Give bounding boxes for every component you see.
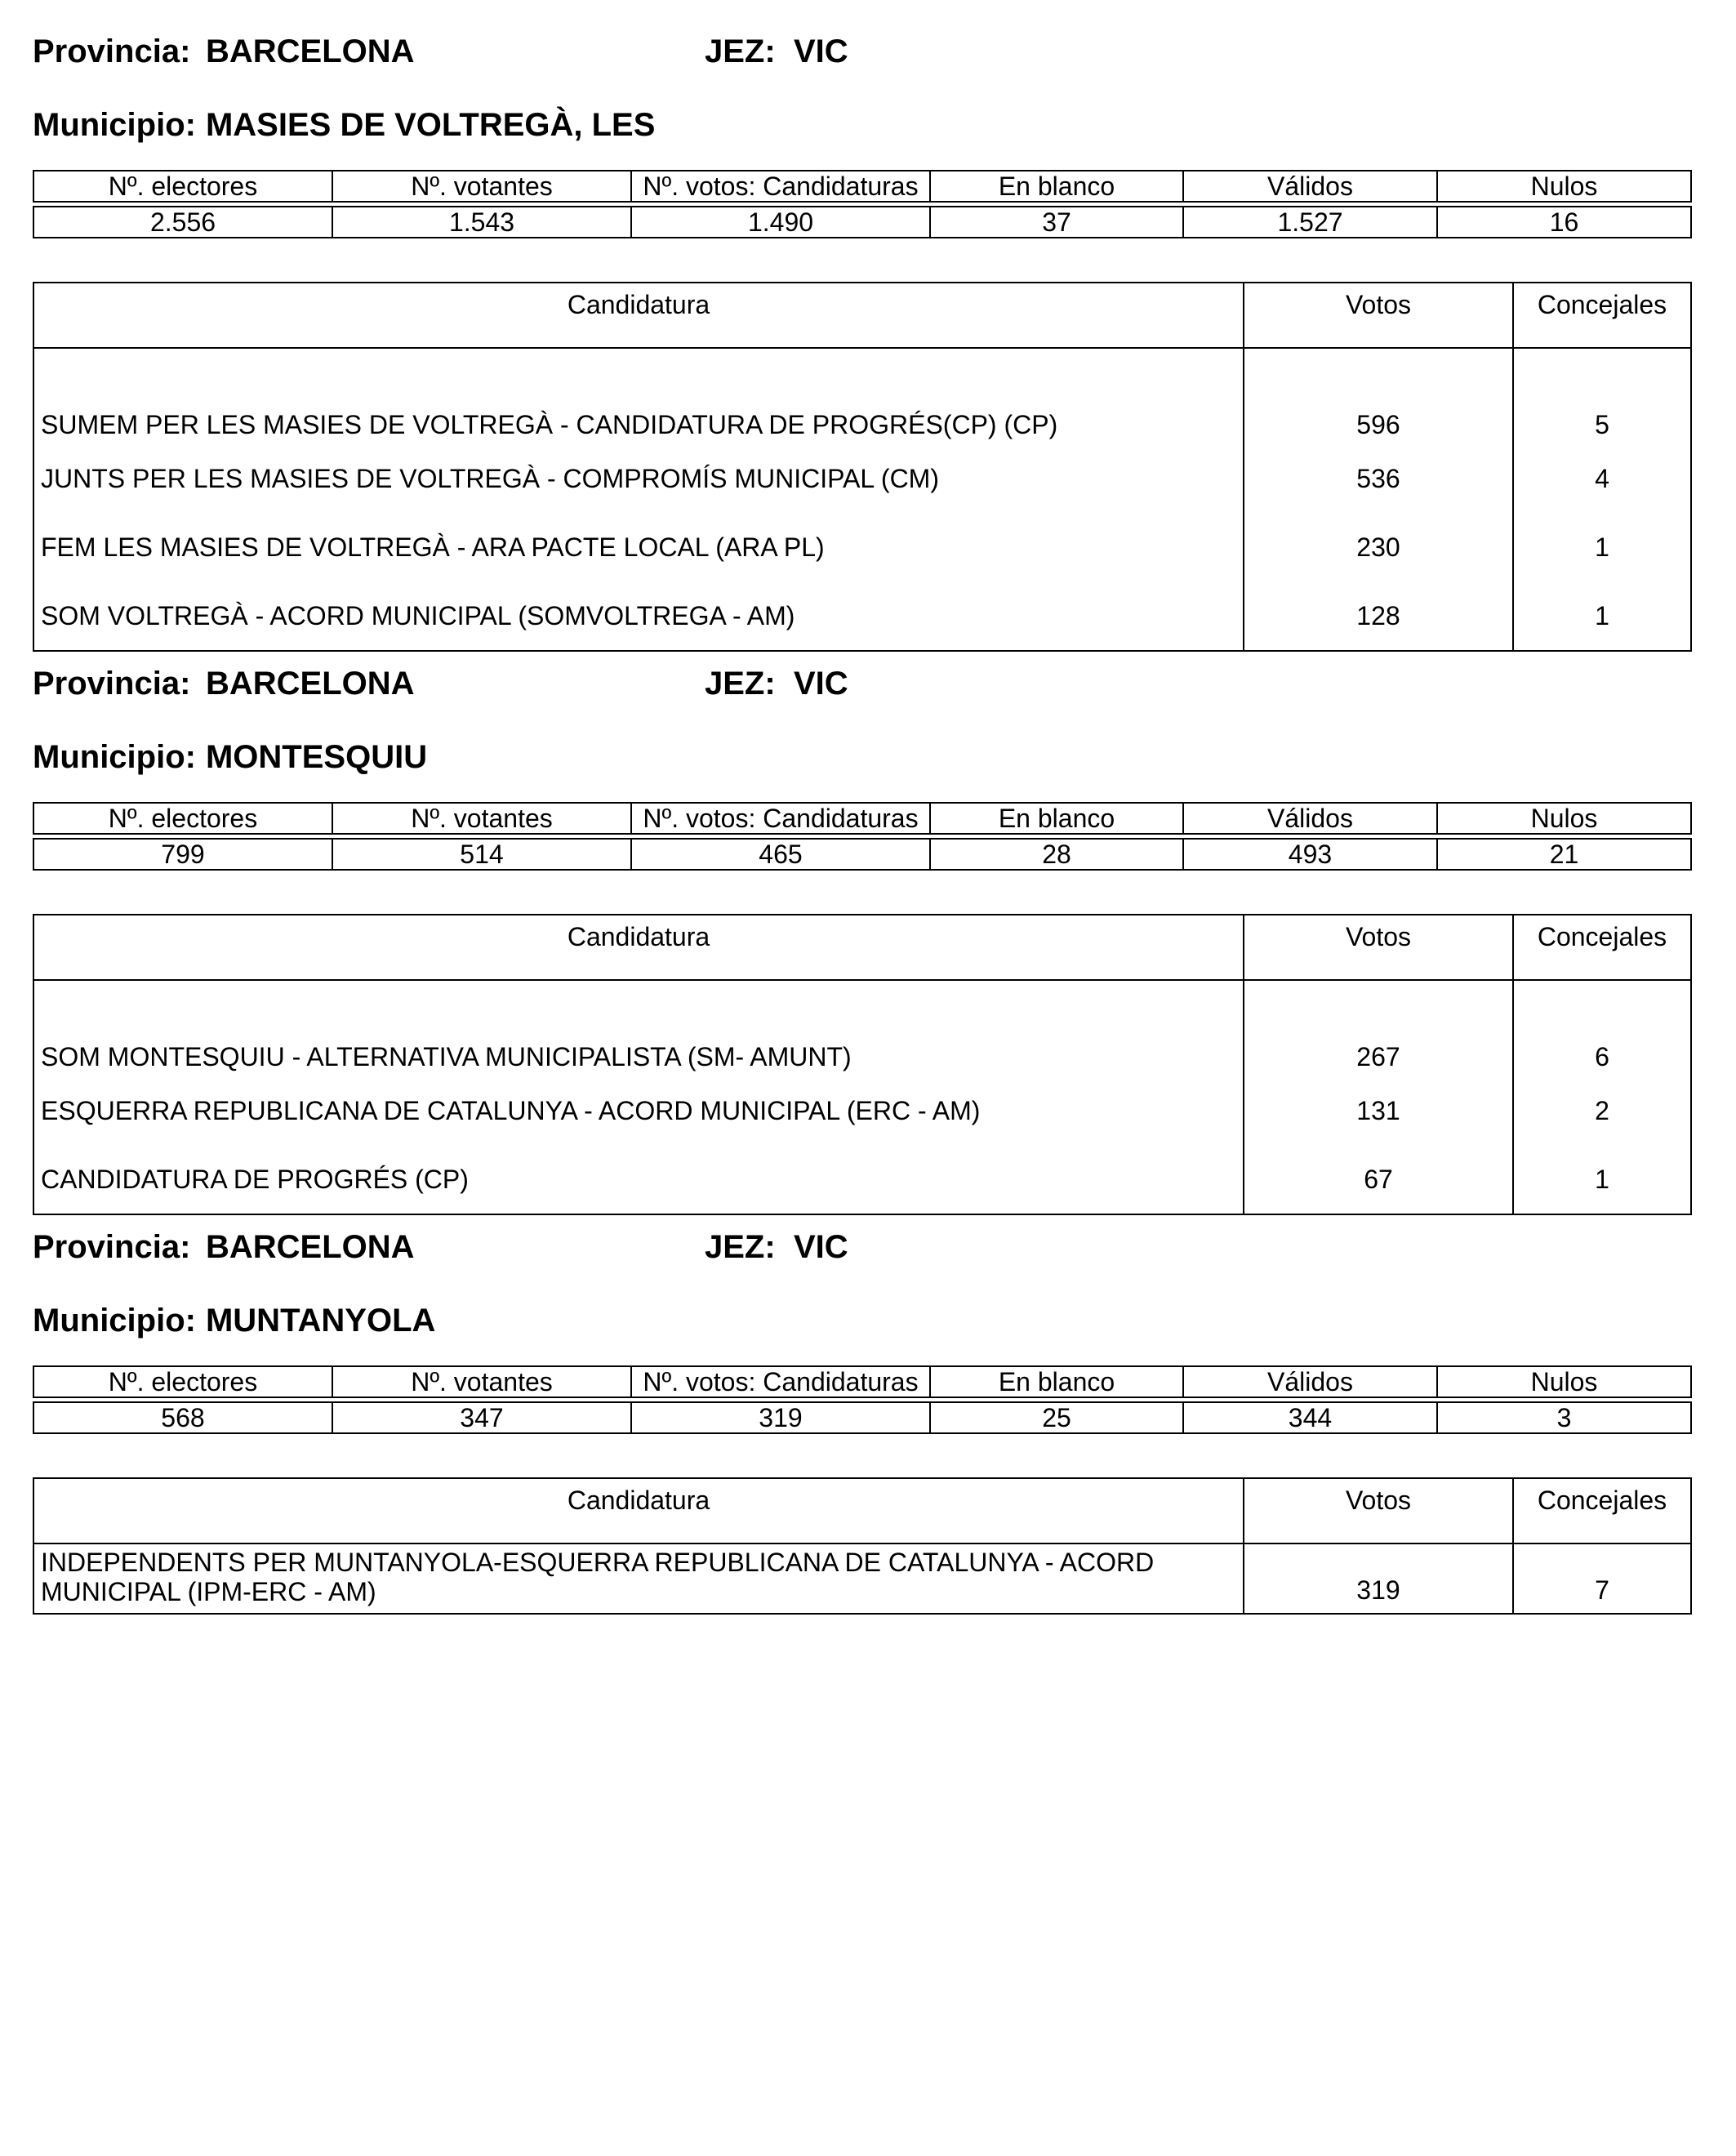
candidate-name: SOM VOLTREGÀ - ACORD MUNICIPAL (SOMVOLTREGA - AM)	[33, 581, 1244, 651]
stats-table	[33, 1365, 1692, 1434]
candidate-row	[33, 1076, 1691, 1145]
candidates-table	[33, 282, 1692, 652]
stats-header-cell: Nº. votantes	[332, 171, 631, 202]
province-line	[33, 27, 1690, 76]
candidate-votos: 67	[1244, 1145, 1513, 1214]
stats-value-cell: 25	[930, 1402, 1183, 1433]
municipio-value: MASIES DE VOLTREGÀ, LES	[205, 107, 656, 143]
candidate-name: JUNTS PER LES MASIES DE VOLTREGÀ - COMPROMÍS MUNICIPAL (CM)	[33, 444, 1244, 513]
stats-value-cell: 21	[1437, 839, 1691, 870]
candidate-name: ESQUERRA REPUBLICANA DE CATALUNYA - ACORD MUNICIPAL (ERC - AM)	[33, 1076, 1244, 1145]
stats-value-row	[33, 207, 1691, 238]
stats-header-cell: En blanco	[930, 171, 1183, 202]
candidate-concejales: 2	[1513, 1076, 1691, 1145]
jez-label: JEZ:	[705, 1229, 776, 1265]
municipio-value: MONTESQUIU	[205, 739, 428, 775]
candidate-row	[33, 444, 1691, 513]
candidates-table	[33, 1477, 1692, 1615]
candidate-votos: 536	[1244, 444, 1513, 513]
stats-value-cell: 799	[33, 839, 332, 870]
stats-value-cell: 493	[1183, 839, 1437, 870]
stats-header-row	[33, 171, 1691, 202]
stats-header-cell: Válidos	[1183, 171, 1437, 202]
stats-value-cell: 514	[332, 839, 631, 870]
candidates-header-row	[33, 915, 1691, 980]
stats-value-cell: 347	[332, 1402, 631, 1433]
candidates-table	[33, 914, 1692, 1215]
stats-table	[33, 802, 1692, 871]
stats-value-cell: 16	[1437, 207, 1691, 238]
candidate-votos: 267	[1244, 980, 1513, 1076]
stats-value-cell: 344	[1183, 1402, 1437, 1433]
candidate-concejales: 1	[1513, 513, 1691, 581]
candidate-row	[33, 348, 1691, 444]
candidate-concejales: 1	[1513, 1145, 1691, 1214]
concejales-header: Concejales	[1513, 1478, 1691, 1544]
stats-value-row	[33, 1402, 1691, 1433]
jez-label: JEZ:	[705, 33, 776, 69]
candidatura-header: Candidatura	[33, 1478, 1244, 1544]
municipio-line	[33, 1296, 1690, 1345]
municipio-line	[33, 733, 1690, 782]
candidate-concejales: 1	[1513, 581, 1691, 651]
votos-header: Votos	[1244, 1478, 1513, 1544]
stats-header-cell: Nº. electores	[33, 171, 332, 202]
candidate-row	[33, 1145, 1691, 1214]
stats-header-cell: Nulos	[1437, 1366, 1691, 1397]
candidate-votos: 230	[1244, 513, 1513, 581]
candidate-votos: 131	[1244, 1076, 1513, 1145]
candidate-votos: 319	[1244, 1544, 1513, 1614]
candidate-concejales: 4	[1513, 444, 1691, 513]
stats-header-cell: Válidos	[1183, 803, 1437, 834]
candidate-concejales: 5	[1513, 348, 1691, 444]
provincia-label: Provincia:	[33, 1229, 191, 1265]
stats-value-cell: 465	[631, 839, 930, 870]
votos-header: Votos	[1244, 283, 1513, 348]
votos-header: Votos	[1244, 915, 1513, 980]
municipio-label: Municipio:	[33, 739, 196, 775]
jez-label: JEZ:	[705, 666, 776, 702]
candidate-name: SUMEM PER LES MASIES DE VOLTREGÀ - CANDIDATURA DE PROGRÉS(CP) (CP)	[33, 348, 1244, 444]
candidate-concejales: 6	[1513, 980, 1691, 1076]
candidatura-header: Candidatura	[33, 283, 1244, 348]
concejales-header: Concejales	[1513, 283, 1691, 348]
stats-header-cell: Nº. votos: Candidaturas	[631, 171, 930, 202]
stats-header-row	[33, 803, 1691, 834]
jez-value: VIC	[794, 33, 848, 69]
stats-header-cell: Nº. electores	[33, 1366, 332, 1397]
stats-table	[33, 170, 1692, 238]
municipio-value: MUNTANYOLA	[205, 1303, 436, 1339]
jez-value: VIC	[794, 666, 848, 702]
candidatura-header: Candidatura	[33, 915, 1244, 980]
provincia-value: BARCELONA	[206, 666, 415, 702]
stats-header-row	[33, 1366, 1691, 1397]
stats-value-cell: 1.543	[332, 207, 631, 238]
stats-header-cell: Nº. votantes	[332, 1366, 631, 1397]
candidate-row	[33, 581, 1691, 651]
stats-value-cell: 319	[631, 1402, 930, 1433]
municipio-label: Municipio:	[33, 107, 196, 143]
provincia-label: Provincia:	[33, 33, 191, 69]
candidate-row	[33, 1544, 1691, 1614]
stats-header-cell: Nulos	[1437, 803, 1691, 834]
stats-header-cell: Válidos	[1183, 1366, 1437, 1397]
stats-header-cell: Nº. votos: Candidaturas	[631, 803, 930, 834]
provincia-value: BARCELONA	[206, 33, 415, 69]
candidate-votos: 596	[1244, 348, 1513, 444]
candidate-name: SOM MONTESQUIU - ALTERNATIVA MUNICIPALISTA (SM- AMUNT)	[33, 980, 1244, 1076]
stats-value-cell: 1.527	[1183, 207, 1437, 238]
stats-header-cell: Nº. votos: Candidaturas	[631, 1366, 930, 1397]
stats-value-row	[33, 839, 1691, 870]
municipio-label: Municipio:	[33, 1303, 196, 1339]
candidate-concejales: 7	[1513, 1544, 1691, 1614]
provincia-value: BARCELONA	[206, 1229, 415, 1265]
stats-value-cell: 2.556	[33, 207, 332, 238]
province-line	[33, 1223, 1690, 1272]
stats-value-cell: 3	[1437, 1402, 1691, 1433]
province-line	[33, 659, 1690, 708]
stats-value-cell: 1.490	[631, 207, 930, 238]
stats-value-cell: 37	[930, 207, 1183, 238]
stats-value-cell: 28	[930, 839, 1183, 870]
candidate-votos: 128	[1244, 581, 1513, 651]
stats-header-cell: Nulos	[1437, 171, 1691, 202]
candidate-row	[33, 980, 1691, 1076]
candidates-header-row	[33, 1478, 1691, 1544]
stats-header-cell: En blanco	[930, 1366, 1183, 1397]
concejales-header: Concejales	[1513, 915, 1691, 980]
stats-value-cell: 568	[33, 1402, 332, 1433]
provincia-label: Provincia:	[33, 666, 191, 702]
candidate-name: CANDIDATURA DE PROGRÉS (CP)	[33, 1145, 1244, 1214]
municipio-line	[33, 100, 1690, 149]
candidates-header-row	[33, 283, 1691, 348]
candidate-row	[33, 513, 1691, 581]
candidate-name: INDEPENDENTS PER MUNTANYOLA-ESQUERRA REPUBLICANA DE CATALUNYA - ACORD MUNICIPAL (IPM-ERC - AM)	[33, 1544, 1244, 1614]
candidate-name: FEM LES MASIES DE VOLTREGÀ - ARA PACTE LOCAL (ARA PL)	[33, 513, 1244, 581]
stats-header-cell: Nº. votantes	[332, 803, 631, 834]
stats-header-cell: Nº. electores	[33, 803, 332, 834]
stats-header-cell: En blanco	[930, 803, 1183, 834]
jez-value: VIC	[794, 1229, 848, 1265]
